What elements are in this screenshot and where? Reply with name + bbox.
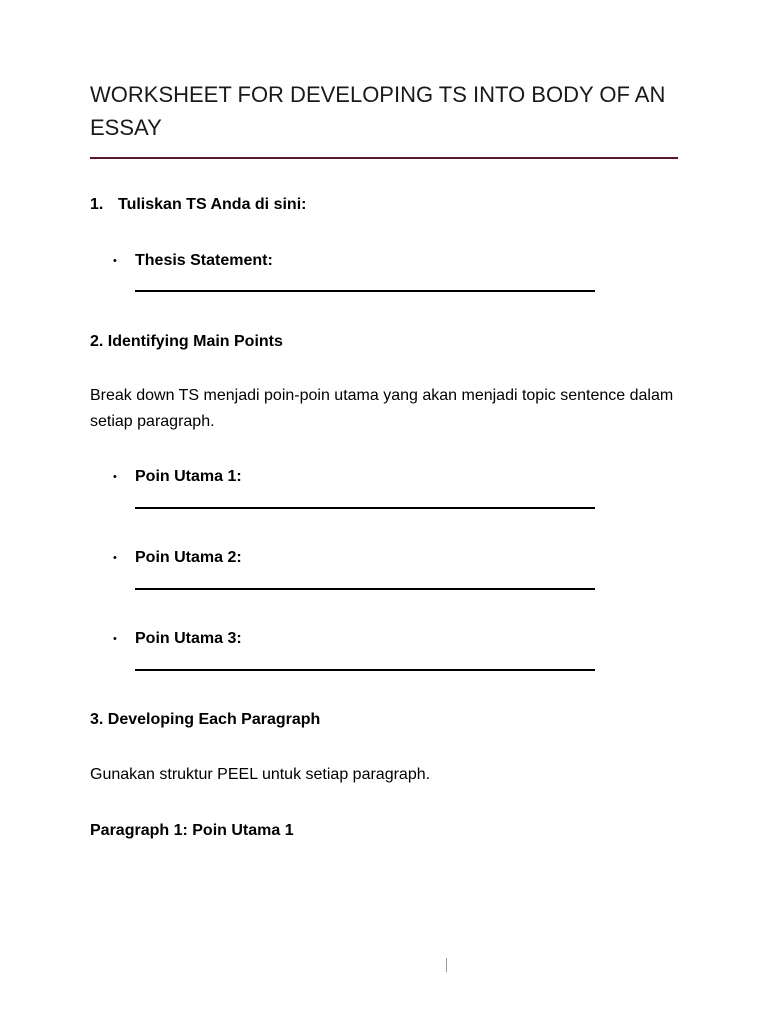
main-point-2-label: Poin Utama 2: [135, 549, 242, 566]
text-cursor-mark [446, 958, 447, 972]
section-1-heading: Tuliskan TS Anda di sini: [118, 196, 307, 213]
main-point-3-blank-line[interactable] [135, 669, 595, 671]
bullet-icon: • [113, 633, 117, 645]
main-point-3-label: Poin Utama 3: [135, 630, 242, 647]
bullet-icon: • [113, 552, 117, 564]
bullet-icon: • [113, 471, 117, 483]
thesis-statement-blank-line[interactable] [135, 290, 595, 292]
section-3-intro: Gunakan struktur PEEL untuk setiap paragraph. [90, 766, 431, 783]
section-1-number: 1. [90, 196, 104, 213]
thesis-statement-label: Thesis Statement: [135, 252, 273, 269]
worksheet-title: WORKSHEET FOR DEVELOPING TS INTO BODY OF AN ESSAY [90, 82, 666, 140]
title-underline [90, 157, 678, 159]
paragraph-1-subheading: Paragraph 1: Poin Utama 1 [90, 822, 294, 839]
section-3-heading: 3. Developing Each Paragraph [90, 711, 321, 728]
main-point-1-blank-line[interactable] [135, 507, 595, 509]
section-2-heading: 2. Identifying Main Points [90, 333, 283, 350]
main-point-2-blank-line[interactable] [135, 588, 595, 590]
main-point-1-label: Poin Utama 1: [135, 468, 242, 485]
section-2-intro: Break down TS menjadi poin-poin utama yang akan menjadi topic sentence dalam setiap paragraph. [90, 387, 674, 430]
bullet-icon: • [113, 255, 117, 267]
